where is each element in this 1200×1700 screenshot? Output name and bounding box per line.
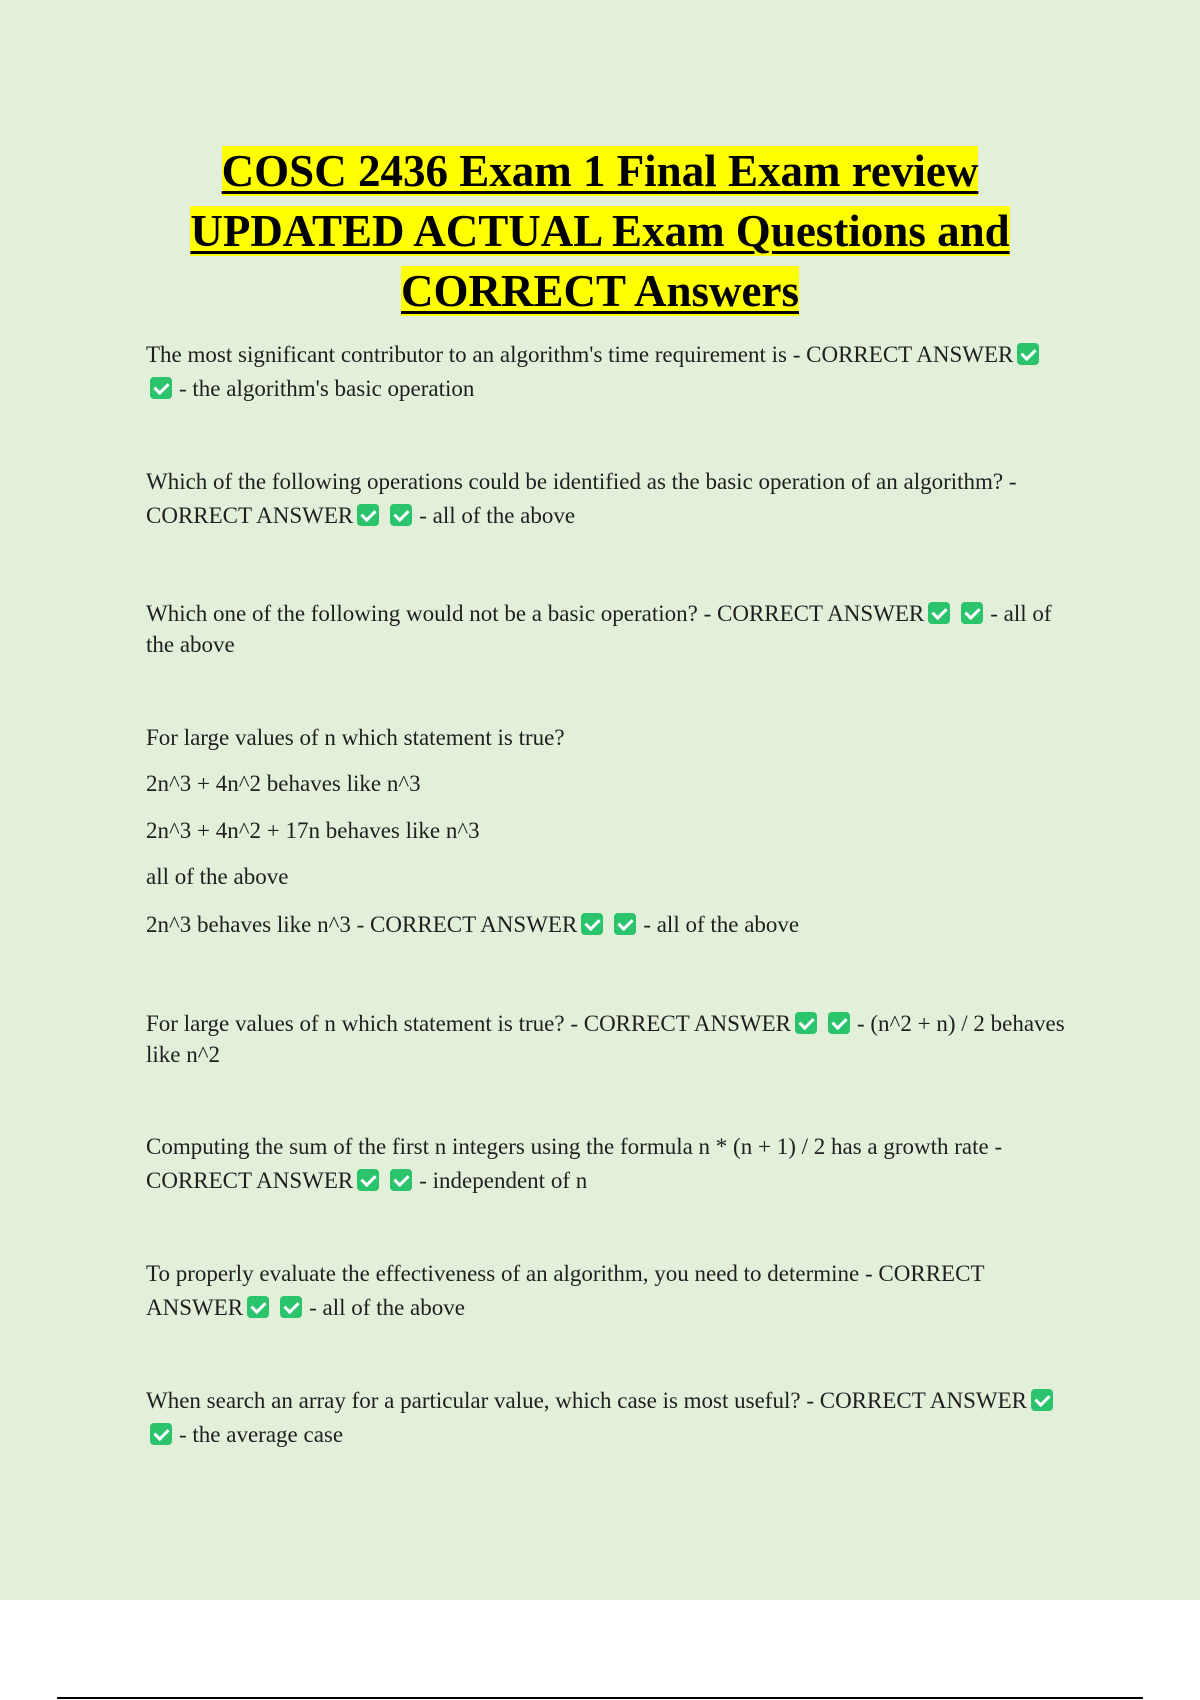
- check-icon: [581, 913, 603, 935]
- qa-item-7: [146, 1257, 1076, 1325]
- question-text: For large values of n which statement is true? - CORRECT ANSWER: [146, 1011, 791, 1036]
- answer-text: - the average case: [179, 1422, 344, 1447]
- qa-item-5: [146, 1008, 1076, 1070]
- title-line-1: COSC 2436 Exam 1 Final Exam review: [221, 146, 979, 196]
- qa-item-4-answer-line: [146, 908, 1076, 942]
- check-icon: [247, 1296, 269, 1318]
- answer-text: - all of the above: [309, 1295, 465, 1320]
- check-icon: [357, 504, 379, 526]
- page-divider: [57, 1697, 1143, 1699]
- answer-text: - independent of n: [419, 1168, 588, 1193]
- qa-item-4-option-2: 2n^3 + 4n^2 + 17n behaves like n^3: [146, 818, 480, 843]
- check-icon: [1031, 1389, 1053, 1411]
- answer-text: - (n^2 + n) / 2 behaves like n^2: [146, 1011, 1065, 1067]
- question-text: The most significant contributor to an algorithm's time requirement is - CORRECT ANSWER: [146, 342, 1014, 367]
- document-title: [100, 141, 1100, 321]
- title-line-2: UPDATED ACTUAL Exam Questions and: [190, 206, 1010, 256]
- qa-item-4-option-3: all of the above: [146, 864, 289, 889]
- question-text: Which of the following operations could be identified as the basic operation of an algorithm? - CORRECT ANSWER: [146, 469, 1017, 528]
- answer-text: - all of the above: [146, 601, 1052, 657]
- qa-item-8: [146, 1384, 1076, 1452]
- check-icon: [828, 1012, 850, 1034]
- check-icon: [961, 602, 983, 624]
- check-icon: [928, 602, 950, 624]
- qa-item-4-question: For large values of n which statement is true?: [146, 725, 565, 750]
- question-text: When search an array for a particular value, which case is most useful? - CORRECT ANSWER: [146, 1388, 1027, 1413]
- check-icon: [357, 1169, 379, 1191]
- qa-item-3: [146, 598, 1076, 660]
- check-icon: [390, 1169, 412, 1191]
- check-icon: [390, 504, 412, 526]
- check-icon: [150, 377, 172, 399]
- qa-item-2: [146, 465, 1076, 533]
- title-line-3: CORRECT Answers: [401, 266, 799, 316]
- question-text: To properly evaluate the effectiveness of an algorithm, you need to determine - CORRECT ANSWER: [146, 1261, 985, 1320]
- question-text: Which one of the following would not be a basic operation? - CORRECT ANSWER: [146, 601, 925, 626]
- qa-item-6: [146, 1130, 1076, 1198]
- check-icon: [150, 1423, 172, 1445]
- check-icon: [614, 913, 636, 935]
- check-icon: [795, 1012, 817, 1034]
- question-text: Computing the sum of the first n integers using the formula n * (n + 1) / 2 has a growth rate - CORRECT ANSWER: [146, 1134, 1003, 1193]
- answer-text: - the algorithm's basic operation: [179, 376, 475, 401]
- check-icon: [280, 1296, 302, 1318]
- qa-item-1: [146, 338, 1076, 406]
- qa-item-4-option-1: 2n^3 + 4n^2 behaves like n^3: [146, 771, 421, 796]
- answer-text: - all of the above: [643, 912, 800, 937]
- answer-text: - all of the above: [419, 503, 576, 528]
- option-text: 2n^3 behaves like n^3 - CORRECT ANSWER: [146, 912, 578, 937]
- check-icon: [1017, 343, 1039, 365]
